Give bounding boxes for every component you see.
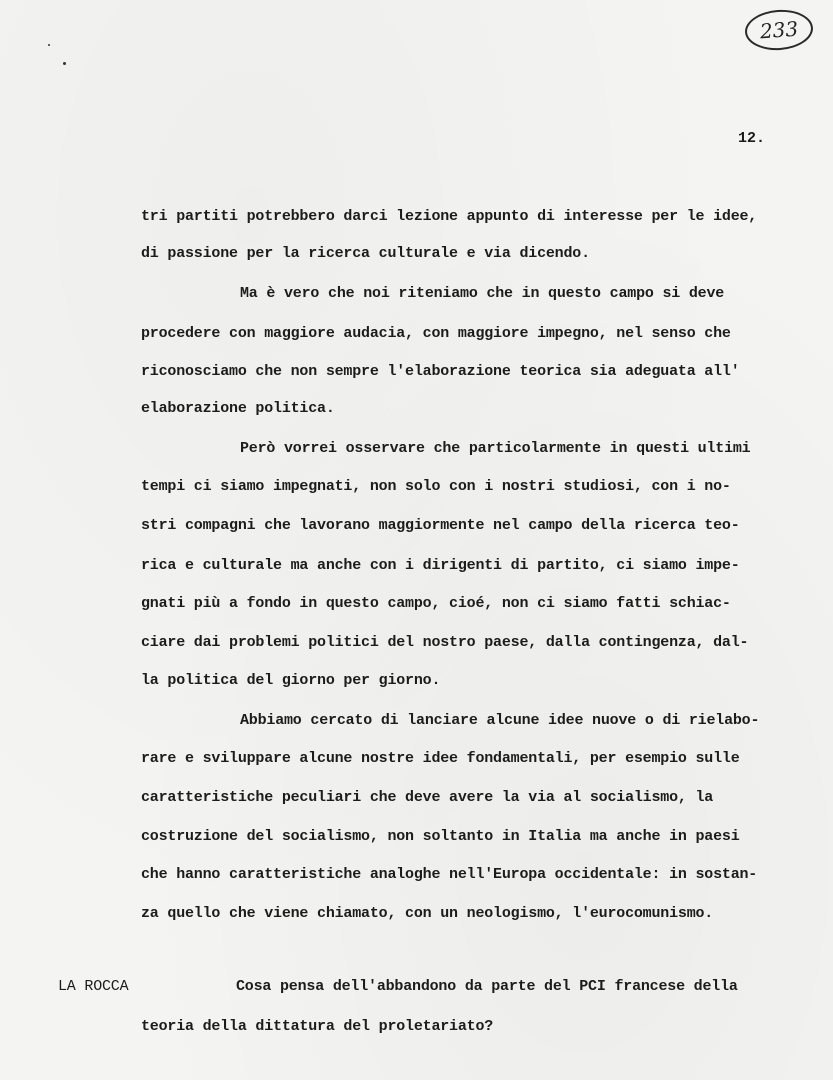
text-line: Ma è vero che noi riteniamo che in questo campo si deve <box>240 285 725 302</box>
text-line: che hanno caratteristiche analoghe nell'Europa occidentale: in sostan- <box>141 866 758 883</box>
speck <box>63 62 66 65</box>
text-line: la politica del giorno per giorno. <box>141 672 441 689</box>
text-line: ciare dai problemi politici del nostro paese, dalla contingenza, dal- <box>141 634 749 651</box>
text-line: Però vorrei osservare che particolarmente in questi ultimi <box>240 440 751 457</box>
text-line: caratteristiche peculiari che deve avere la via al socialismo, la <box>141 789 714 806</box>
text-line: rica e culturale ma anche con i dirigenti di partito, ci siamo impe- <box>141 557 740 574</box>
text-line: rare e sviluppare alcune nostre idee fondamentali, per esempio sulle <box>141 750 740 767</box>
text-line: riconosciamo che non sempre l'elaborazione teorica sia adeguata all' <box>141 363 740 380</box>
speck <box>48 44 50 46</box>
text-line: stri compagni che lavorano maggiormente nel campo della ricerca teo- <box>141 517 740 534</box>
text-line: tempi ci siamo impegnati, non solo con i nostri studiosi, con i no- <box>141 478 731 495</box>
stamp-number: 233 <box>759 16 799 44</box>
text-line: procedere con maggiore audacia, con maggiore impegno, nel senso che <box>141 325 731 342</box>
text-line: gnati più a fondo in questo campo, cioé, non ci siamo fatti schiac- <box>141 595 731 612</box>
text-line: tri partiti potrebbero darci lezione appunto di interesse per le idee, <box>141 208 758 225</box>
text-line: costruzione del socialismo, non soltanto in Italia ma anche in paesi <box>141 828 740 845</box>
speaker-label: LA ROCCA <box>58 978 129 995</box>
question-line: teoria della dittatura del proletariato? <box>141 1018 494 1035</box>
question-line: Cosa pensa dell'abbandono da parte del PCI francese della <box>236 978 738 995</box>
text-line: di passione per la ricerca culturale e via dicendo. <box>141 245 590 262</box>
text-line: elaborazione politica. <box>141 400 335 417</box>
archive-stamp <box>744 8 815 53</box>
page-number: 12. <box>738 130 766 147</box>
text-line: za quello che viene chiamato, con un neologismo, l'eurocomunismo. <box>141 905 714 922</box>
text-line: Abbiamo cercato di lanciare alcune idee nuove o di rielabo- <box>240 712 760 729</box>
